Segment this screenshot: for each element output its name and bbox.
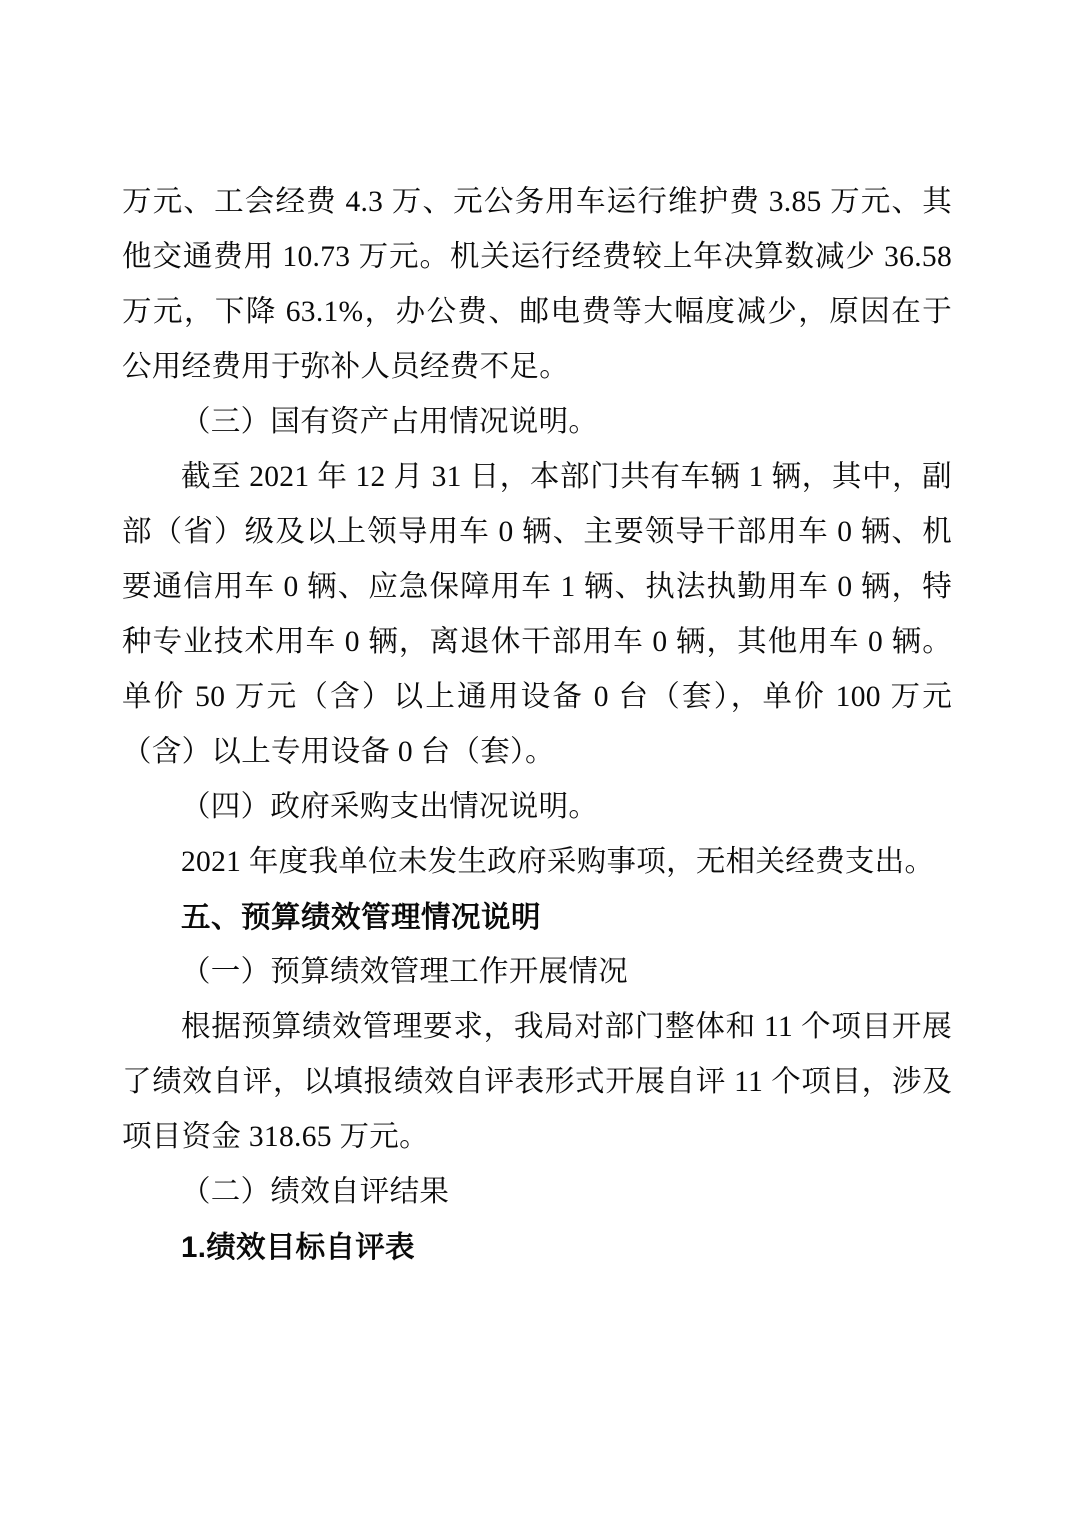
- paragraph-procurement-detail: 2021 年度我单位未发生政府采购事项，无相关经费支出。: [181, 846, 935, 878]
- item-heading-performance-target-table: 1.绩效目标自评表: [181, 1231, 415, 1264]
- paragraph-vehicle-assets: 截至 2021 年 12 月 31 日，本部门共有车辆 1 辆，其中，副部（省）级及以上领导用车 0 辆、主要领导干部用车 0 辆、机要通信用车 0 辆、应急保障用车 1 辆、执法执勤用车 0 辆，特种专业技术用车 0 辆，离退休干部用车 0 辆，其他用车 0 辆。单价 50 万元（含）以上通用设备 0 台（套），单价 100 万元（含）以上专用设备 0 台（套）。: [122, 461, 952, 768]
- paragraph-performance-self-evaluation: 根据预算绩效管理要求，我局对部门整体和 11 个项目开展了绩效自评，以填报绩效自评表形式开展自评 11 个项目，涉及项目资金 318.65 万元。: [122, 1011, 952, 1153]
- section-heading-state-assets: （三）国有资产占用情况说明。: [181, 406, 599, 438]
- document-body: [122, 175, 952, 1275]
- subsection-heading-performance-results: （二）绩效自评结果: [181, 1176, 450, 1208]
- subsection-heading-performance-work: （一）预算绩效管理工作开展情况: [181, 956, 629, 988]
- paragraph-operating-expenses: 万元、工会经费 4.3 万、元公务用车运行维护费 3.85 万元、其他交通费用 10.73 万元。机关运行经费较上年决算数减少 36.58 万元，下降 63.1%，办公费、邮电费等大幅度减少，原因在于公用经费用于弥补人员经费不足。: [122, 186, 952, 383]
- section-heading-government-procurement: （四）政府采购支出情况说明。: [181, 791, 599, 823]
- section-heading-budget-performance: 五、预算绩效管理情况说明: [181, 901, 542, 934]
